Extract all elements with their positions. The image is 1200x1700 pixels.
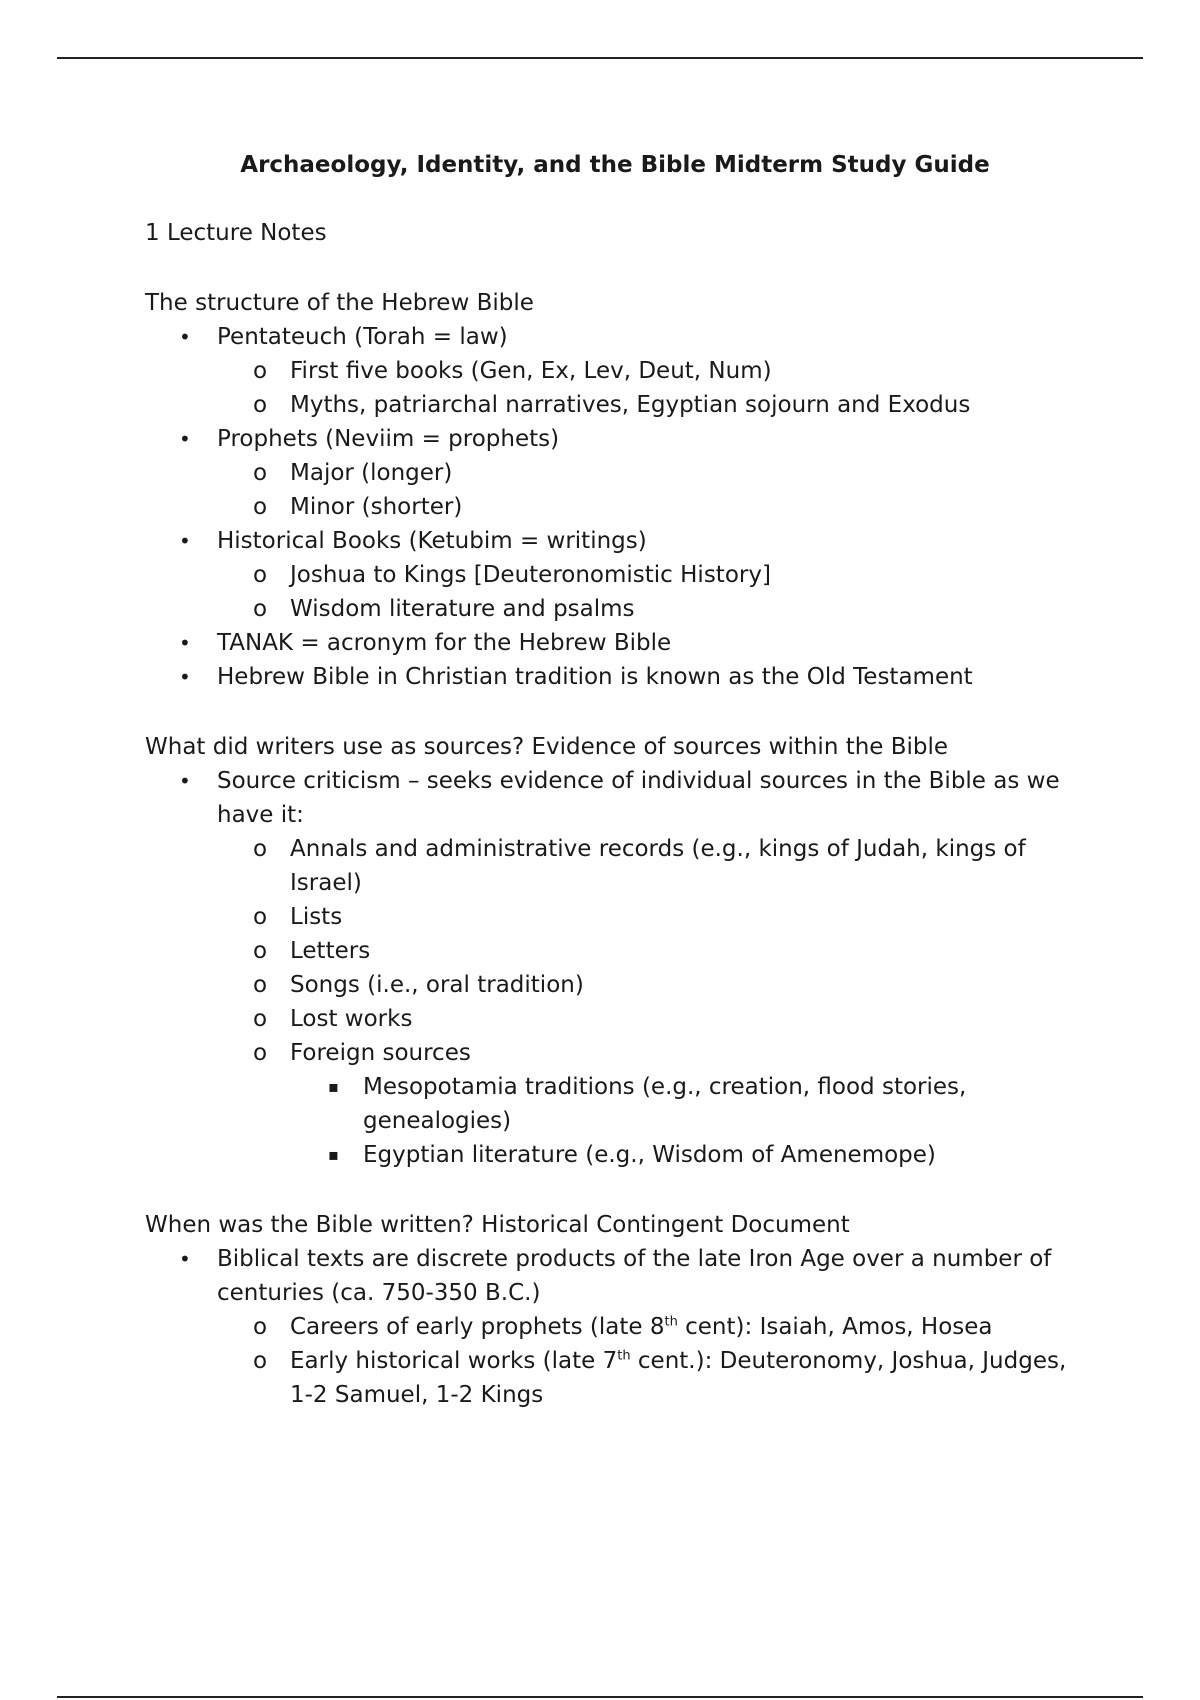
list-item: o Songs (i.e., oral tradition) — [145, 968, 1085, 1002]
bullet-icon: • — [179, 769, 191, 793]
list-item: • Biblical texts are discrete products of the late Iron Age over a number of centuries (ca. 750-350 B.C.) — [145, 1242, 1085, 1310]
header-rule — [57, 57, 1143, 59]
square-bullet-icon: ▪ — [328, 1077, 339, 1096]
list-item: o Annals and administrative records (e.g., kings of Judah, kings of Israel) — [145, 832, 1085, 900]
circle-bullet-icon: o — [253, 1040, 268, 1066]
structure-list — [145, 320, 1085, 694]
circle-bullet-icon: o — [253, 494, 268, 520]
circle-bullet-icon: o — [253, 1348, 268, 1374]
list-item: o Early historical works (late 7th cent.): Deuteronomy, Joshua, Judges, 1-2 Samuel, 1-2 Kings — [145, 1344, 1085, 1412]
bullet-icon: • — [179, 1247, 191, 1271]
list-item: • Historical Books (Ketubim = writings) — [145, 524, 1085, 558]
list-item: • TANAK = acronym for the Hebrew Bible — [145, 626, 1085, 660]
document-title: Archaeology, Identity, and the Bible Midterm Study Guide — [240, 152, 990, 178]
bullet-icon: • — [179, 427, 191, 451]
bullet-icon: • — [179, 631, 191, 655]
list-item: • Source criticism – seeks evidence of individual sources in the Bible as we have it: — [145, 764, 1085, 832]
circle-bullet-icon: o — [253, 562, 268, 588]
section-heading-sources: What did writers use as sources? Evidence of sources within the Bible — [145, 734, 949, 760]
list-item: o Major (longer) — [145, 456, 1085, 490]
dating-list — [145, 1242, 1085, 1412]
document-body — [145, 138, 1085, 1412]
list-item: o Foreign sources — [145, 1036, 1085, 1070]
circle-bullet-icon: o — [253, 904, 268, 930]
list-item: o Lost works — [145, 1002, 1085, 1036]
bullet-icon: • — [179, 665, 191, 689]
list-item: o Minor (shorter) — [145, 490, 1085, 524]
circle-bullet-icon: o — [253, 358, 268, 384]
list-item: ▪ Egyptian literature (e.g., Wisdom of Amenemope) — [145, 1138, 1085, 1172]
footer-rule — [57, 1696, 1143, 1698]
square-bullet-icon: ▪ — [328, 1145, 339, 1164]
list-item: o Wisdom literature and psalms — [145, 592, 1085, 626]
list-item: o Joshua to Kings [Deuteronomistic History] — [145, 558, 1085, 592]
list-item: • Prophets (Neviim = prophets) — [145, 422, 1085, 456]
list-item: • Pentateuch (Torah = law) — [145, 320, 1085, 354]
bullet-icon: • — [179, 529, 191, 553]
circle-bullet-icon: o — [253, 596, 268, 622]
list-item: o First five books (Gen, Ex, Lev, Deut, Num) — [145, 354, 1085, 388]
list-item: o Letters — [145, 934, 1085, 968]
sources-list — [145, 764, 1085, 1172]
list-item: o Myths, patriarchal narratives, Egyptian sojourn and Exodus — [145, 388, 1085, 422]
section-heading-structure: The structure of the Hebrew Bible — [145, 290, 534, 316]
section-subtitle: 1 Lecture Notes — [145, 220, 327, 246]
circle-bullet-icon: o — [253, 460, 268, 486]
circle-bullet-icon: o — [253, 1314, 268, 1340]
circle-bullet-icon: o — [253, 392, 268, 418]
circle-bullet-icon: o — [253, 836, 268, 862]
bullet-icon: • — [179, 325, 191, 349]
list-item: ▪ Mesopotamia traditions (e.g., creation, flood stories, genealogies) — [145, 1070, 1085, 1138]
section-heading-dating: When was the Bible written? Historical Contingent Document — [145, 1212, 850, 1238]
list-item: o Careers of early prophets (late 8th cent): Isaiah, Amos, Hosea — [145, 1310, 1085, 1344]
list-item: • Hebrew Bible in Christian tradition is known as the Old Testament — [145, 660, 1085, 694]
circle-bullet-icon: o — [253, 1006, 268, 1032]
circle-bullet-icon: o — [253, 938, 268, 964]
circle-bullet-icon: o — [253, 972, 268, 998]
list-item: o Lists — [145, 900, 1085, 934]
